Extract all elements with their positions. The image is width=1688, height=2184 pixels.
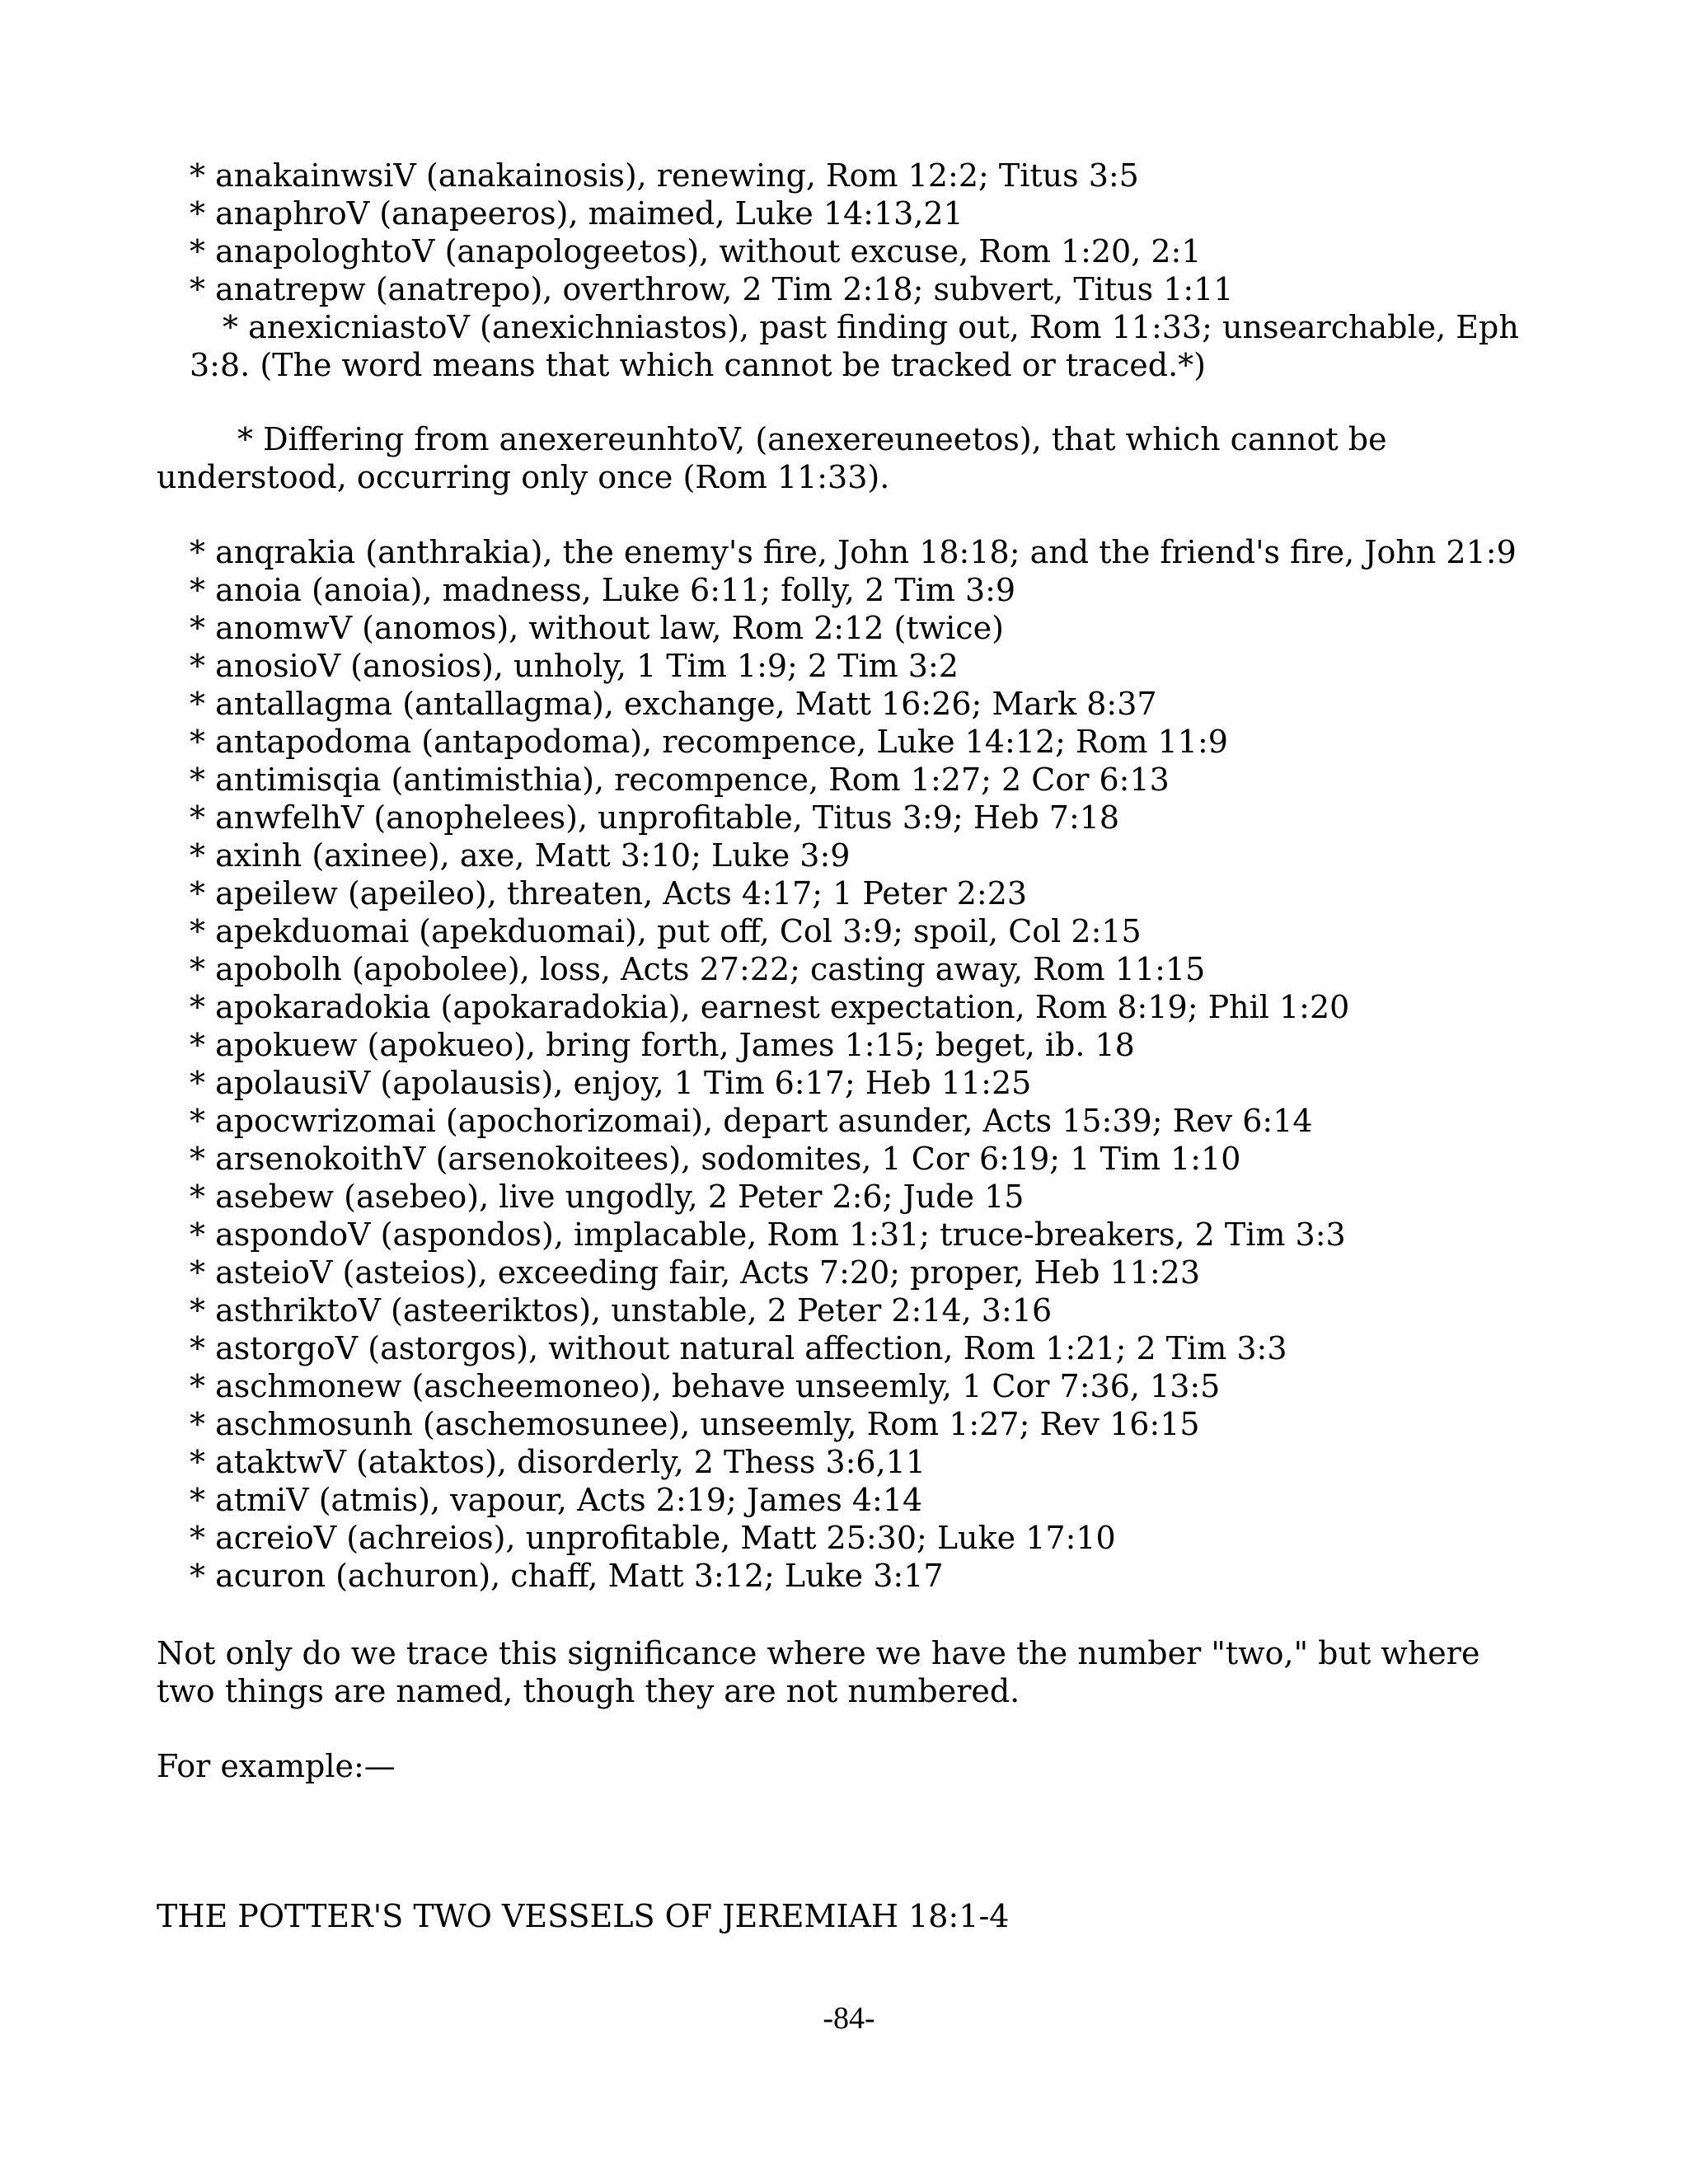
word-entry: * antapodoma (antapodoma), recompence, Luke 14:12; Rom 11:9 xyxy=(190,724,1228,760)
word-entry: * anaphroV (anapeeros), maimed, Luke 14:13,21 xyxy=(190,195,964,232)
document-page xyxy=(157,0,1541,2184)
word-entry: * anoia (anoia), madness, Luke 6:11; folly, 2 Tim 3:9 xyxy=(190,572,1016,608)
word-entry: * aspondoV (aspondos), implacable, Rom 1:31; truce-breakers, 2 Tim 3:3 xyxy=(190,1216,1346,1253)
word-entry: * asebew (asebeo), live ungodly, 2 Peter 2:6; Jude 15 xyxy=(190,1179,1025,1215)
word-entry: * asteioV (asteios), exceeding fair, Acts 7:20; proper, Heb 11:23 xyxy=(190,1254,1201,1291)
word-entry: * apolausiV (apolausis), enjoy, 1 Tim 6:17; Heb 11:25 xyxy=(190,1065,1032,1101)
word-entry: * anapologhtoV (anapologeetos), without excuse, Rom 1:20, 2:1 xyxy=(190,233,1202,269)
word-entry: * acreioV (achreios), unprofitable, Matt 25:30; Luke 17:10 xyxy=(190,1520,1116,1556)
word-entry: * aschmonew (ascheemoneo), behave unseemly, 1 Cor 7:36, 13:5 xyxy=(190,1368,1221,1404)
word-entry: * apeilew (apeileo), threaten, Acts 4:17; 1 Peter 2:23 xyxy=(190,875,1028,912)
footnote: * Differing from anexereunhtoV, (anexereuneetos), that which cannot be understood, occurring only once (Rom 11:33). xyxy=(157,421,1387,495)
word-entry: * anatrepw (anatrepo), overthrow, 2 Tim 2:18; subvert, Titus 1:11 xyxy=(190,271,1234,307)
word-entry: * aschmosunh (aschemosunee), unseemly, Rom 1:27; Rev 16:15 xyxy=(190,1406,1200,1442)
page-number: -84- xyxy=(823,2001,875,2036)
word-entry: * apokaradokia (apokaradokia), earnest expectation, Rom 8:19; Phil 1:20 xyxy=(190,989,1350,1025)
word-entry: * anexicniastoV (anexichniastos), past finding out, Rom 11:33; unsearchable, Eph 3:8. (The word means that which cannot be tracked or traced.*) xyxy=(190,309,1519,383)
word-entry: * ataktwV (ataktos), disorderly, 2 Thess 3:6,11 xyxy=(190,1444,926,1480)
word-entry: * anosioV (anosios), unholy, 1 Tim 1:9; 2 Tim 3:2 xyxy=(190,648,959,684)
word-entry: * antallagma (antallagma), exchange, Matt 16:26; Mark 8:37 xyxy=(190,686,1157,722)
example-intro: For example:— xyxy=(157,1748,396,1784)
word-entry: * anakainwsiV (anakainosis), renewing, Rom 12:2; Titus 3:5 xyxy=(190,157,1139,194)
word-entry: * apocwrizomai (apochorizomai), depart asunder, Acts 15:39; Rev 6:14 xyxy=(190,1103,1313,1139)
word-entry: * arsenokoithV (arsenokoitees), sodomites, 1 Cor 6:19; 1 Tim 1:10 xyxy=(190,1141,1241,1177)
word-entry: * axinh (axinee), axe, Matt 3:10; Luke 3:9 xyxy=(190,837,851,874)
word-entry: * antimisqia (antimisthia), recompence, Rom 1:27; 2 Cor 6:13 xyxy=(190,762,1170,798)
word-entry: * acuron (achuron), chaff, Matt 3:12; Luke 3:17 xyxy=(190,1558,944,1594)
word-entry: * atmiV (atmis), vapour, Acts 2:19; James 4:14 xyxy=(190,1482,923,1518)
body-paragraph: Not only do we trace this significance where we have the number "two," but where two things are named, though they are not numbered. xyxy=(157,1635,1480,1709)
word-entry: * anqrakia (anthrakia), the enemy's fire, John 18:18; and the friend's fire, John 21:9 xyxy=(190,534,1517,570)
word-entry: * apobolh (apobolee), loss, Acts 27:22; casting away, Rom 11:15 xyxy=(190,951,1206,987)
word-entry: * asthriktoV (asteeriktos), unstable, 2 Peter 2:14, 3:16 xyxy=(190,1292,1053,1329)
word-list-2 xyxy=(157,533,1541,1595)
word-entry: * apekduomai (apekduomai), put off, Col 3:9; spoil, Col 2:15 xyxy=(190,913,1142,949)
section-heading: THE POTTER'S TWO VESSELS OF JEREMIAH 18:1-4 xyxy=(157,1898,1010,1934)
word-entry: * apokuew (apokueo), bring forth, James 1:15; beget, ib. 18 xyxy=(190,1027,1135,1063)
word-entry: * anomwV (anomos), without law, Rom 2:12 (twice) xyxy=(190,610,1004,646)
word-entry: * anwfelhV (anophelees), unprofitable, Titus 3:9; Heb 7:18 xyxy=(190,799,1120,836)
word-entry: * astorgoV (astorgos), without natural affection, Rom 1:21; 2 Tim 3:3 xyxy=(190,1330,1287,1366)
word-list-1 xyxy=(157,157,1541,384)
